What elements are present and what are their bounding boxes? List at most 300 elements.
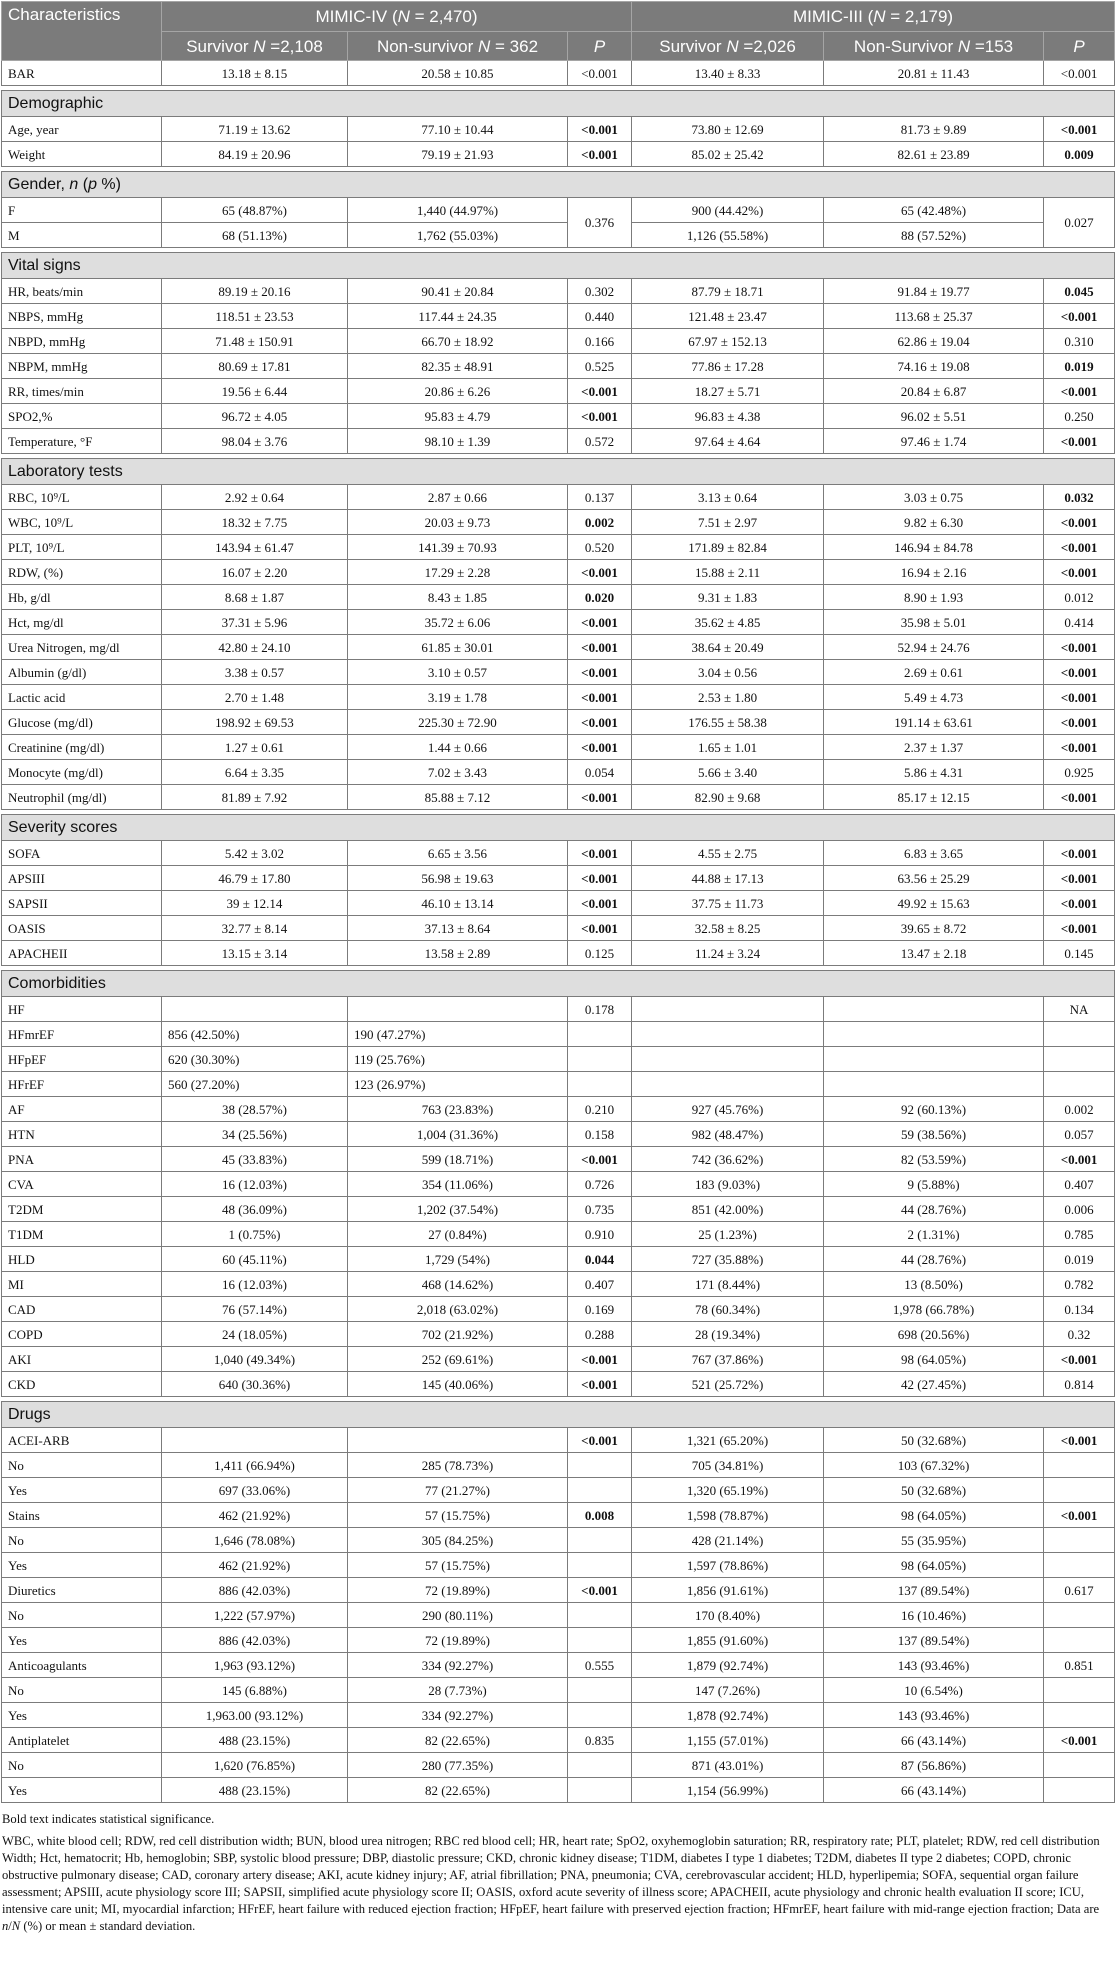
cell-value: 0.054 (584, 764, 615, 780)
value-cell (162, 1372, 348, 1397)
cell-value: 176.55 ± 58.38 (688, 714, 767, 730)
p-value-cell (1044, 1372, 1115, 1397)
cell-value: 61.85 ± 30.01 (421, 639, 494, 655)
value-cell (824, 1097, 1044, 1122)
cell-value: 98.04 ± 3.76 (221, 433, 288, 449)
p-value-cell (1044, 1428, 1115, 1453)
value-cell (824, 379, 1044, 404)
value-cell (348, 735, 568, 760)
cell-value: 81.89 ± 7.92 (221, 789, 288, 805)
table-row (2, 1528, 1115, 1553)
significant-value: <0.001 (1060, 639, 1098, 655)
cell-value: 34 (25.56%) (222, 1126, 287, 1142)
value-cell (824, 198, 1044, 223)
header-survivor-3: Survivor N =2,026 (632, 32, 824, 61)
cell-value: 15.88 ± 2.11 (694, 564, 761, 580)
p-value-cell (1044, 1603, 1115, 1628)
cell-value: 1,155 (57.01%) (686, 1732, 769, 1748)
cell-value: 77.10 ± 10.44 (421, 121, 494, 137)
cell-value: 44.88 ± 17.13 (691, 870, 764, 886)
cell-value: 767 (37.86%) (691, 1351, 764, 1367)
p-value-cell (1044, 1453, 1115, 1478)
value-cell (348, 198, 568, 223)
cell-value: 900 (44.42%) (691, 202, 764, 218)
row-label: HF (2, 997, 162, 1022)
p-value-cell (1044, 61, 1115, 86)
value-cell (632, 1628, 824, 1653)
cell-value: 334 (92.27%) (421, 1657, 494, 1673)
cell-value: 59 (38.56%) (901, 1126, 967, 1142)
table-row (2, 1428, 1115, 1453)
value-cell (348, 841, 568, 866)
value-cell (348, 142, 568, 167)
cell-value: 98 (64.05%) (901, 1557, 967, 1573)
cell-value: 285 (78.73%) (421, 1457, 494, 1473)
value-cell (162, 1122, 348, 1147)
cell-value: 1,126 (55.58%) (686, 227, 769, 243)
table-row (2, 610, 1115, 635)
value-cell (824, 1478, 1044, 1503)
row-label: Diuretics (2, 1578, 162, 1603)
cell-value: 702 (21.92%) (421, 1326, 494, 1342)
p-value-cell (568, 1172, 632, 1197)
value-cell (632, 1528, 824, 1553)
cell-value: 66 (43.14%) (901, 1782, 967, 1798)
cell-value: 79.19 ± 21.93 (421, 146, 494, 162)
cell-value: 488 (23.15%) (218, 1732, 291, 1748)
cell-value: 742 (36.62%) (691, 1151, 764, 1167)
significant-value: <0.001 (1060, 433, 1098, 449)
cell-value: <0.001 (1060, 65, 1098, 81)
row-label: APACHEII (2, 941, 162, 966)
p-value-cell (1044, 429, 1115, 454)
cell-value: 851 (42.00%) (691, 1201, 764, 1217)
value-cell (824, 1628, 1044, 1653)
value-cell (348, 223, 568, 248)
value-cell (348, 941, 568, 966)
cell-value: 1,762 (55.03%) (416, 227, 499, 243)
p-value-cell (1044, 660, 1115, 685)
cell-value: 96.72 ± 4.05 (221, 408, 288, 424)
table-row (2, 429, 1115, 454)
table-row (2, 1072, 1115, 1097)
table-row (2, 1297, 1115, 1322)
value-cell (348, 891, 568, 916)
table-notes (1, 1811, 1110, 1935)
value-cell (162, 1272, 348, 1297)
value-cell (632, 585, 824, 610)
cell-value: 6.64 ± 3.35 (224, 764, 285, 780)
value-cell (824, 941, 1044, 966)
cell-value: <0.001 (581, 65, 618, 81)
value-cell (632, 1728, 824, 1753)
table-row (2, 710, 1115, 735)
cell-value: 20.86 ± 6.26 (424, 383, 491, 399)
cell-value: 81.73 ± 9.89 (900, 121, 967, 137)
value-cell (824, 610, 1044, 635)
table-row (2, 1197, 1115, 1222)
value-cell (162, 1478, 348, 1503)
significant-value: <0.001 (1060, 1432, 1098, 1448)
significant-value: 0.019 (1064, 358, 1094, 374)
row-label: Neutrophil (mg/dl) (2, 785, 162, 810)
value-cell (632, 891, 824, 916)
cell-value: 24 (18.05%) (222, 1326, 287, 1342)
cell-value: 95.83 ± 4.79 (424, 408, 491, 424)
row-label: MI (2, 1272, 162, 1297)
cell-value: 0.555 (584, 1657, 615, 1673)
cell-value: 143 (93.46%) (897, 1707, 970, 1723)
p-value-cell (568, 354, 632, 379)
row-label: NBPS, mmHg (2, 304, 162, 329)
cell-value: 0.735 (584, 1201, 615, 1217)
cell-value: 20.84 ± 6.87 (900, 383, 967, 399)
cell-value: 38.64 ± 20.49 (691, 639, 764, 655)
cell-value: 74.16 ± 19.08 (897, 358, 970, 374)
cell-value: 44 (28.76%) (901, 1251, 967, 1267)
value-cell (824, 61, 1044, 86)
significant-value: <0.001 (1060, 870, 1098, 886)
header-mimic3: MIMIC-III (N = 2,179) (632, 2, 1115, 32)
cell-value: 0.012 (1064, 589, 1094, 605)
value-cell (162, 1503, 348, 1528)
cell-value: 2.69 ± 0.61 (903, 664, 964, 680)
cell-value: 190 (47.27%) (354, 1026, 426, 1042)
cell-value: 82 (53.59%) (901, 1151, 967, 1167)
row-label: Creatinine (mg/dl) (2, 735, 162, 760)
cell-value: 68 (51.13%) (222, 227, 287, 243)
cell-value: 28 (7.73%) (428, 1682, 487, 1698)
cell-value: 10 (6.54%) (904, 1682, 963, 1698)
value-cell (348, 1297, 568, 1322)
value-cell (632, 685, 824, 710)
cell-value: 1.65 ± 1.01 (697, 739, 758, 755)
p-value-cell (568, 1147, 632, 1172)
cell-value: 35.98 ± 5.01 (900, 614, 967, 630)
cell-value: 82.61 ± 23.89 (897, 146, 970, 162)
value-cell (632, 1453, 824, 1478)
p-value-cell (568, 1072, 632, 1097)
value-cell (348, 404, 568, 429)
value-cell (632, 329, 824, 354)
value-cell (348, 1603, 568, 1628)
p-value-cell (568, 429, 632, 454)
value-cell (162, 198, 348, 223)
cell-value: 0.440 (584, 308, 615, 324)
cell-value: 143.94 ± 61.47 (215, 539, 294, 555)
cell-value: 1 (0.75%) (228, 1226, 281, 1242)
value-cell (162, 223, 348, 248)
value-cell (824, 710, 1044, 735)
significant-value: <0.001 (1060, 714, 1098, 730)
row-label: Temperature, °F (2, 429, 162, 454)
cell-value: 48 (36.09%) (222, 1201, 287, 1217)
p-value-cell (1044, 279, 1115, 304)
table-row (2, 891, 1115, 916)
value-cell (162, 142, 348, 167)
p-value-cell (1044, 1247, 1115, 1272)
cell-value: 0.782 (1064, 1276, 1094, 1292)
p-value-cell (1044, 1272, 1115, 1297)
cell-value: 886 (42.03%) (218, 1582, 291, 1598)
value-cell (162, 1578, 348, 1603)
value-cell (162, 354, 348, 379)
value-cell (162, 1247, 348, 1272)
row-label: HLD (2, 1247, 162, 1272)
note-bold: Bold text indicates statistical significance. (2, 1812, 215, 1826)
cell-value: 1,202 (37.54%) (416, 1201, 499, 1217)
cell-value: 37.31 ± 5.96 (221, 614, 288, 630)
value-cell (348, 1753, 568, 1778)
table-row (2, 735, 1115, 760)
cell-value: 82.90 ± 9.68 (694, 789, 761, 805)
cell-value: 1.44 ± 0.66 (427, 739, 488, 755)
cell-value: 521 (25.72%) (691, 1376, 764, 1392)
cell-value: 0.057 (1064, 1126, 1094, 1142)
cell-value: 620 (30.30%) (168, 1051, 240, 1067)
table-row (2, 379, 1115, 404)
cell-value: 50 (32.68%) (901, 1482, 967, 1498)
value-cell (632, 117, 824, 142)
row-label: Monocyte (mg/dl) (2, 760, 162, 785)
row-label: NBPD, mmHg (2, 329, 162, 354)
table-row (2, 223, 1115, 248)
value-cell (162, 941, 348, 966)
row-label: No (2, 1453, 162, 1478)
table-row (2, 585, 1115, 610)
row-label: SPO2,% (2, 404, 162, 429)
cell-value: 146.94 ± 84.78 (894, 539, 973, 555)
cell-value: 71.19 ± 13.62 (218, 121, 291, 137)
cell-value: 63.56 ± 25.29 (897, 870, 970, 886)
value-cell (824, 142, 1044, 167)
value-cell (162, 1022, 348, 1047)
p-value-cell (568, 1653, 632, 1678)
value-cell (348, 710, 568, 735)
cell-value: 77.86 ± 17.28 (691, 358, 764, 374)
table-row (2, 1372, 1115, 1397)
table-row (2, 1553, 1115, 1578)
table-row (2, 329, 1115, 354)
significant-value: <0.001 (1060, 564, 1098, 580)
p-value-cell (1044, 379, 1115, 404)
cell-value: 3.03 ± 0.75 (903, 489, 964, 505)
cell-value: 82 (22.65%) (425, 1732, 490, 1748)
value-cell (348, 1347, 568, 1372)
table-row (2, 1347, 1115, 1372)
section-title: Gender, n (p %) (2, 172, 1115, 198)
p-value-cell (568, 941, 632, 966)
p-value-cell (568, 1728, 632, 1753)
characteristics-table (1, 1, 1115, 1803)
significant-value: <0.001 (581, 1151, 618, 1167)
p-value-cell (1044, 610, 1115, 635)
cell-value: 0.019 (1064, 1251, 1094, 1267)
table-row (2, 997, 1115, 1022)
cell-value: 32.58 ± 8.25 (694, 920, 761, 936)
p-value-cell (568, 510, 632, 535)
significant-value: <0.001 (581, 1376, 618, 1392)
table-row (2, 866, 1115, 891)
cell-value: 1,963 (93.12%) (213, 1657, 296, 1673)
cell-value: 9.31 ± 1.83 (697, 589, 758, 605)
p-value-cell (1044, 1322, 1115, 1347)
row-label: CAD (2, 1297, 162, 1322)
table-row (2, 117, 1115, 142)
cell-value: 13 (8.50%) (904, 1276, 963, 1292)
cell-value: 98 (64.05%) (901, 1507, 967, 1523)
p-value-cell (1044, 485, 1115, 510)
row-label: Glucose (mg/dl) (2, 710, 162, 735)
cell-value: 0.250 (1064, 408, 1094, 424)
value-cell (632, 1022, 824, 1047)
cell-value: 50 (32.68%) (901, 1432, 967, 1448)
cell-value: 98 (64.05%) (901, 1351, 967, 1367)
value-cell (824, 1753, 1044, 1778)
value-cell (632, 1122, 824, 1147)
cell-value: 280 (77.35%) (421, 1757, 494, 1773)
significant-value: 0.020 (584, 589, 615, 605)
value-cell (162, 891, 348, 916)
header-p-4: P (568, 32, 632, 61)
significant-value: 0.002 (584, 514, 615, 530)
section-title: Comorbidities (2, 971, 1115, 997)
significant-value: <0.001 (581, 664, 618, 680)
p-value-cell (1044, 1753, 1115, 1778)
value-cell (824, 660, 1044, 685)
p-value-cell (1044, 142, 1115, 167)
table-row (2, 1478, 1115, 1503)
p-value-cell (1044, 710, 1115, 735)
value-cell (162, 585, 348, 610)
table-row (2, 1578, 1115, 1603)
value-cell (824, 891, 1044, 916)
cell-value: 18.27 ± 5.71 (694, 383, 761, 399)
p-value-cell (1044, 1728, 1115, 1753)
value-cell (162, 117, 348, 142)
cell-value: 0.166 (584, 333, 615, 349)
value-cell (348, 304, 568, 329)
value-cell (348, 279, 568, 304)
cell-value: 462 (21.92%) (218, 1557, 291, 1573)
value-cell (162, 1653, 348, 1678)
cell-value: 468 (14.62%) (421, 1276, 494, 1292)
cell-value: 697 (33.06%) (218, 1482, 291, 1498)
p-value-cell (1044, 1503, 1115, 1528)
p-value-cell (1044, 329, 1115, 354)
p-value-cell (568, 142, 632, 167)
cell-value: NA (1069, 1001, 1089, 1017)
cell-value: 1,856 (91.61%) (686, 1582, 769, 1598)
value-cell (348, 117, 568, 142)
value-cell (632, 1247, 824, 1272)
section-title: Severity scores (2, 815, 1115, 841)
value-cell (348, 1528, 568, 1553)
row-label: Albumin (g/dl) (2, 660, 162, 685)
table-row (2, 685, 1115, 710)
cell-value: 16.94 ± 2.16 (900, 564, 967, 580)
value-cell (824, 1653, 1044, 1678)
table-row (2, 760, 1115, 785)
table-row (2, 1047, 1115, 1072)
table-row (2, 916, 1115, 941)
cell-value: 97.64 ± 4.64 (694, 433, 761, 449)
significant-value: <0.001 (581, 739, 618, 755)
cell-value: 0.125 (584, 945, 615, 961)
p-value-cell (1044, 560, 1115, 585)
value-cell (348, 535, 568, 560)
row-label: T1DM (2, 1222, 162, 1247)
value-cell (348, 1247, 568, 1272)
significant-value: <0.001 (1060, 1507, 1098, 1523)
significant-value: <0.001 (1060, 1151, 1098, 1167)
section-title: Laboratory tests (2, 459, 1115, 485)
significant-value: <0.001 (1060, 1732, 1098, 1748)
cell-value: 0.145 (1064, 945, 1094, 961)
section-header-row (2, 815, 1115, 841)
cell-value: 9.82 ± 6.30 (903, 514, 964, 530)
cell-value: 1,878 (92.74%) (686, 1707, 769, 1723)
table-row (2, 279, 1115, 304)
p-value-cell (1044, 1778, 1115, 1803)
cell-value: 0.525 (584, 358, 615, 374)
cell-value: 927 (45.76%) (691, 1101, 764, 1117)
cell-value: 46.79 ± 17.80 (218, 870, 291, 886)
value-cell (632, 735, 824, 760)
significant-value: 0.045 (1064, 283, 1094, 299)
cell-value: 96.83 ± 4.38 (694, 408, 761, 424)
cell-value: 66.70 ± 18.92 (421, 333, 494, 349)
value-cell (824, 1728, 1044, 1753)
significant-value: <0.001 (1060, 383, 1098, 399)
p-value-cell (1044, 635, 1115, 660)
p-value-cell (568, 585, 632, 610)
table-row (2, 1678, 1115, 1703)
p-value-cell (1044, 1122, 1115, 1147)
significant-value: <0.001 (581, 1351, 618, 1367)
row-label: HFpEF (2, 1047, 162, 1072)
value-cell (824, 1222, 1044, 1247)
value-cell (824, 329, 1044, 354)
value-cell (348, 1022, 568, 1047)
header-characteristics: Characteristics (2, 2, 162, 61)
p-value-cell (568, 1372, 632, 1397)
cell-value: 2.87 ± 0.66 (427, 489, 488, 505)
value-cell (348, 1147, 568, 1172)
cell-value: 599 (18.71%) (421, 1151, 494, 1167)
p-value-cell (1044, 997, 1115, 1022)
table-row (2, 404, 1115, 429)
table-row (2, 354, 1115, 379)
cell-value: 137 (89.54%) (897, 1632, 970, 1648)
p-value-cell (1044, 1072, 1115, 1097)
cell-value: 1,222 (57.97%) (213, 1607, 296, 1623)
cell-value: 170 (8.40%) (695, 1607, 761, 1623)
value-cell (162, 635, 348, 660)
cell-value: 90.41 ± 20.84 (421, 283, 494, 299)
value-cell (632, 841, 824, 866)
value-cell (824, 585, 1044, 610)
row-label: Yes (2, 1703, 162, 1728)
value-cell (162, 785, 348, 810)
row-label: AKI (2, 1347, 162, 1372)
p-value-cell (568, 1578, 632, 1603)
significant-value: <0.001 (581, 121, 618, 137)
value-cell (632, 142, 824, 167)
value-cell (632, 710, 824, 735)
cell-value: 45 (33.83%) (222, 1151, 287, 1167)
row-label: No (2, 1678, 162, 1703)
